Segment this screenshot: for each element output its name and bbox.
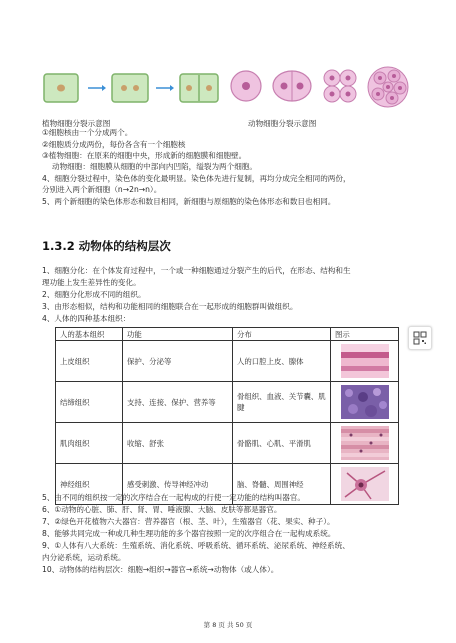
tissue-function: 保护、分泌等 [123, 341, 233, 382]
table-row [56, 382, 399, 423]
animal-cell-4 [368, 67, 408, 107]
table-header: 分布 [233, 328, 331, 341]
tissue-name: 肌肉组织 [56, 423, 123, 464]
table-header: 图示 [331, 328, 399, 341]
outro-line: 内分泌系统，运动系统。 [42, 553, 126, 562]
division-note: 5、两个新细胞的染色体形态和数目相同，新细胞与原细胞的染色体形态和数目也相同。 [42, 197, 336, 206]
tissue-image-cell [331, 464, 399, 505]
plant-division-diagram [42, 70, 222, 106]
tissue-location: 骨组织、血液、关节囊、肌腱 [233, 382, 331, 423]
tissue-name: 结缔组织 [56, 382, 123, 423]
outro-line: 10、动物体的结构层次：细胞→组织→器官→系统→动物体（或人体）。 [42, 565, 279, 574]
intro-line: 理功能上发生差异性的变化。 [42, 278, 141, 287]
outro-line: 9、①人体有八大系统：生殖系统、消化系统、呼吸系统、循环系统、泌尿系统、神经系统、 [42, 541, 350, 550]
table-header-row [56, 328, 399, 341]
connective-tissue-image [341, 385, 389, 419]
animal-cell-3 [324, 70, 356, 102]
intro-line: 4、人体的四种基本组织： [42, 314, 131, 323]
table-row [56, 423, 399, 464]
tissue-function: 收缩、舒张 [123, 423, 233, 464]
page-number: 第 8 页 共 50 页 [203, 621, 253, 629]
intro-line: 3、由形态相似，结构和功能相同的细胞联合在一起形成的细胞群叫做组织。 [42, 302, 298, 311]
tissue-location: 骨骼肌、心肌、平滑肌 [233, 423, 331, 464]
animal-division-diagram [228, 64, 424, 112]
intro-line: 1、细胞分化：在个体发育过程中，一个或一种细胞通过分裂产生的后代，在形态、结构和生 [42, 266, 351, 275]
division-note: ①细胞核由一个分成两个。 [42, 128, 133, 137]
table-row [56, 341, 399, 382]
outro-line: 8、能够共同完成一种或几种生理功能的多个器官按照一定的次序组合在一起构成系统。 [42, 529, 336, 538]
tissue-image-cell [331, 423, 399, 464]
table-header: 人的基本组织 [56, 328, 123, 341]
tissue-function: 支持、连接、保护、营养等 [123, 382, 233, 423]
division-note: 分别进入两个新细胞（n→2n→n）。 [42, 185, 162, 194]
table-header: 功能 [123, 328, 233, 341]
outro-line: 6、①动物的心脏、肺、肝、肾、胃、唾液腺、大脑、皮肤等都是器官。 [42, 505, 282, 514]
plant-cell-2 [112, 74, 148, 102]
division-note: 动物细胞：细胞膜从细胞的中部向内凹陷，缢裂为两个细胞。 [52, 162, 258, 171]
tissue-table [55, 327, 399, 505]
epithelial-tissue-image [341, 344, 389, 378]
muscle-tissue-image [341, 426, 389, 460]
tissue-function: 感受刺激、传导神经冲动 [123, 464, 233, 505]
division-note: ②细胞质分成两份，每份各含有一个细胞核 [42, 140, 186, 149]
tissue-location: 脑、脊髓、周围神经 [233, 464, 331, 505]
tissue-location: 人的口腔上皮、腺体 [233, 341, 331, 382]
intro-line: 2、细胞分化形成不同的组织。 [42, 290, 146, 299]
nerve-tissue-image [341, 467, 389, 501]
outro-line: 5、由不同的组织按一定的次序结合在一起构成的行使一定功能的结构叫器官。 [42, 493, 306, 502]
tissue-name: 上皮组织 [56, 341, 123, 382]
division-note: 4、细胞分裂过程中，染色体的变化最明显。染色体先进行复制，再均分成完全相同的两份， [42, 174, 351, 183]
tissue-name: 神经组织 [56, 464, 123, 505]
division-note: ③植物细胞：在原来的细胞中央，形成新的细胞膜和细胞壁。 [42, 151, 247, 160]
qr-code-icon[interactable] [408, 326, 432, 350]
outro-line: 7、②绿色开花植物六大器官：营养器官（根、茎、叶），生殖器官（花、果实、种子）。 [42, 517, 335, 526]
tissue-image-cell [331, 341, 399, 382]
tissue-image-cell [331, 382, 399, 423]
animal-figure-caption: 动物细胞分裂示意图 [248, 119, 317, 128]
plant-figure-caption: 植物细胞分裂示意图 [42, 119, 111, 128]
section-title: 1.3.2 动物体的结构层次 [42, 239, 171, 253]
